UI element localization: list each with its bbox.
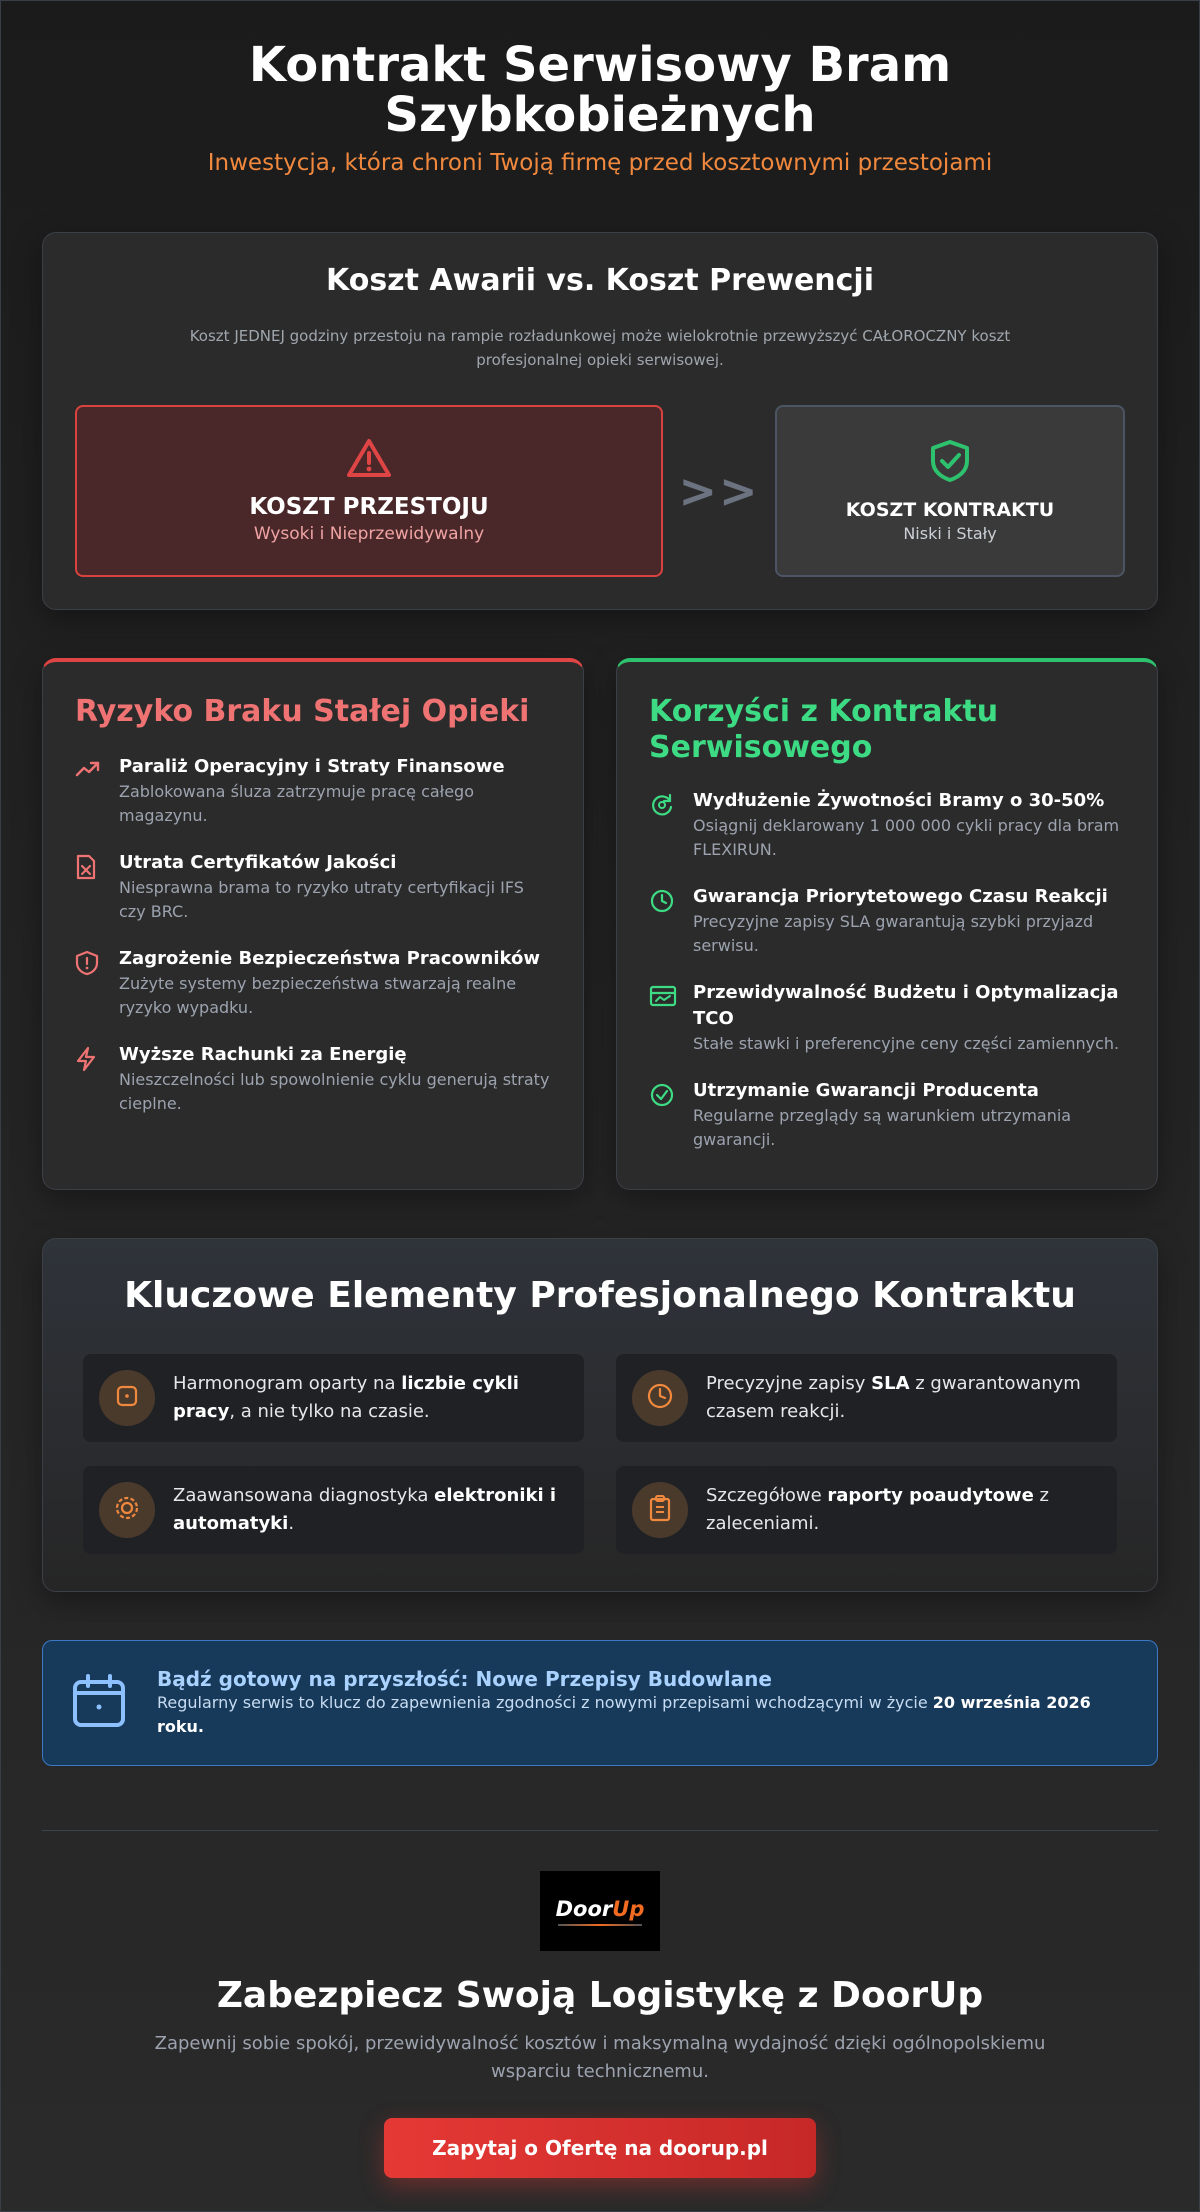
list-item xyxy=(649,1078,1125,1152)
risk-desc: Zablokowana śluza zatrzymuje pracę całego magazynu. xyxy=(119,782,474,825)
list-item xyxy=(649,788,1125,862)
contract-cost-subtitle: Niski i Stały xyxy=(903,524,997,543)
cta-title: Zabezpiecz Swoją Logistykę z DoorUp xyxy=(216,1975,984,2016)
key-element-text: Zaawansowana diagnostyka elektroniki i automatyki. xyxy=(173,1485,557,1534)
cost-comparison-title: Koszt Awarii vs. Koszt Prewencji xyxy=(326,263,874,298)
contract-cost-title: KOSZT KONTRAKTU xyxy=(845,499,1055,521)
list-item xyxy=(75,946,551,1020)
key-element-text: Harmonogram oparty na liczbie cykli pracy, a nie tylko na czasie. xyxy=(173,1373,519,1422)
risk-title: Wyższe Rachunki za Energię xyxy=(119,1044,407,1065)
lightning-icon xyxy=(75,1057,97,1076)
benefit-title: Utrzymanie Gwarancji Producenta xyxy=(693,1080,1039,1101)
key-elements-title: Kluczowe Elementy Profesjonalnego Kontraktu xyxy=(124,1275,1076,1316)
budget-icon xyxy=(649,993,677,1012)
page-title: Kontrakt Serwisowy Bram Szybkobieżnych xyxy=(248,37,952,143)
key-element-text: Precyzyjne zapisy SLA z gwarantowanym czasem reakcji. xyxy=(706,1373,1081,1422)
benefit-desc: Stałe stawki i preferencyjne ceny części zamiennych. xyxy=(693,1034,1120,1053)
list-item xyxy=(75,754,551,828)
key-element-tile xyxy=(83,1466,584,1554)
benefit-title: Przewidywalność Budżetu i Optymalizacja TCO xyxy=(693,982,1119,1029)
check-circle-icon xyxy=(649,1093,675,1112)
regulation-notice xyxy=(42,1640,1158,1766)
cta-description: Zapewnij sobie spokój, przewidywalność kosztów i maksymalną wydajność dzięki ogólnopolskiemu wsparciu technicznemu. xyxy=(154,2033,1046,2082)
list-item xyxy=(75,1042,551,1116)
risk-title: Paraliż Operacyjny i Straty Finansowe xyxy=(119,756,505,777)
cost-comparison-description: Koszt JEDNEJ godziny przestoju na rampie rozładunkowej może wielokrotnie przewyższyć CAŁOROCZNY koszt profesjonalnej opieki serwisowej. xyxy=(189,327,1011,369)
key-element-tile xyxy=(83,1354,584,1442)
cycle-icon xyxy=(649,803,675,822)
benefit-title: Gwarancja Priorytetowego Czasu Reakcji xyxy=(693,886,1108,907)
downtime-cost-subtitle: Wysoki i Nieprzewidywalny xyxy=(253,524,485,544)
benefit-desc: Osiągnij deklarowany 1 000 000 cykli pracy dla bram FLEXIRUN. xyxy=(693,816,1120,859)
risk-title: Zagrożenie Bezpieczeństwa Pracowników xyxy=(119,948,541,969)
cost-comparison-card xyxy=(42,232,1158,610)
notice-title: Bądź gotowy na przyszłość: Nowe Przepisy Budowlane xyxy=(157,1667,772,1691)
clock-icon xyxy=(649,899,675,918)
list-item xyxy=(75,850,551,924)
comparison-separator: >> xyxy=(678,464,760,518)
clock-icon xyxy=(646,1382,674,1414)
key-element-tile xyxy=(616,1354,1117,1442)
risks-card xyxy=(42,658,584,1190)
trending-up-icon xyxy=(75,765,101,784)
calendar-icon xyxy=(71,1673,127,1733)
doorup-logo xyxy=(540,1871,660,1951)
hero xyxy=(42,0,1158,176)
risk-desc: Zużyte systemy bezpieczeństwa stwarzają realne ryzyko wypadku. xyxy=(119,974,517,1017)
counter-icon xyxy=(114,1383,140,1413)
cta-section xyxy=(42,1831,1158,2178)
benefit-title: Wydłużenie Żywotności Bramy o 30-50% xyxy=(693,790,1105,811)
downtime-cost-box xyxy=(75,405,663,577)
key-elements-card xyxy=(42,1238,1158,1592)
warning-triangle-icon xyxy=(346,438,392,482)
risk-title: Utrata Certyfikatów Jakości xyxy=(119,852,397,873)
file-x-icon xyxy=(75,865,97,884)
list-item xyxy=(649,980,1125,1056)
logo-text-door: Door xyxy=(555,1896,613,1921)
contract-cost-box xyxy=(775,405,1125,577)
risk-desc: Nieszczelności lub spowolnienie cyklu generują straty cieplne. xyxy=(119,1070,550,1113)
shield-check-icon xyxy=(929,439,971,487)
downtime-cost-title: KOSZT PRZESTOJU xyxy=(249,494,489,520)
diagnostics-gear-icon xyxy=(113,1494,141,1526)
list-item xyxy=(649,884,1125,958)
key-element-tile xyxy=(616,1466,1117,1554)
risk-desc: Niesprawna brama to ryzyko utraty certyfikacji IFS czy BRC. xyxy=(119,878,524,921)
key-element-text: Szczegółowe raporty poaudytowe z zaleceniami. xyxy=(706,1485,1049,1534)
notice-text: Regularny serwis to klucz do zapewnienia zgodności z nowymi przepisami wchodzącymi w życie 20 września 2026 roku. xyxy=(157,1693,1091,1736)
clipboard-icon xyxy=(647,1494,673,1526)
benefit-desc: Regularne przeglądy są warunkiem utrzymania gwarancji. xyxy=(693,1106,1072,1149)
benefits-title: Korzyści z Kontraktu Serwisowego xyxy=(649,694,999,765)
shield-alert-icon xyxy=(75,961,99,980)
benefit-desc: Precyzyjne zapisy SLA gwarantują szybki przyjazd serwisu. xyxy=(693,912,1094,955)
benefits-card xyxy=(616,658,1158,1190)
page-subtitle: Inwestycja, która chroni Twoją firmę przed kosztownymi przestojami xyxy=(207,150,993,176)
risks-title: Ryzyko Braku Stałej Opieki xyxy=(75,694,530,729)
logo-text-up: Up xyxy=(612,1896,645,1921)
request-offer-button[interactable]: Zapytaj o Ofertę na doorup.pl xyxy=(384,2118,816,2178)
